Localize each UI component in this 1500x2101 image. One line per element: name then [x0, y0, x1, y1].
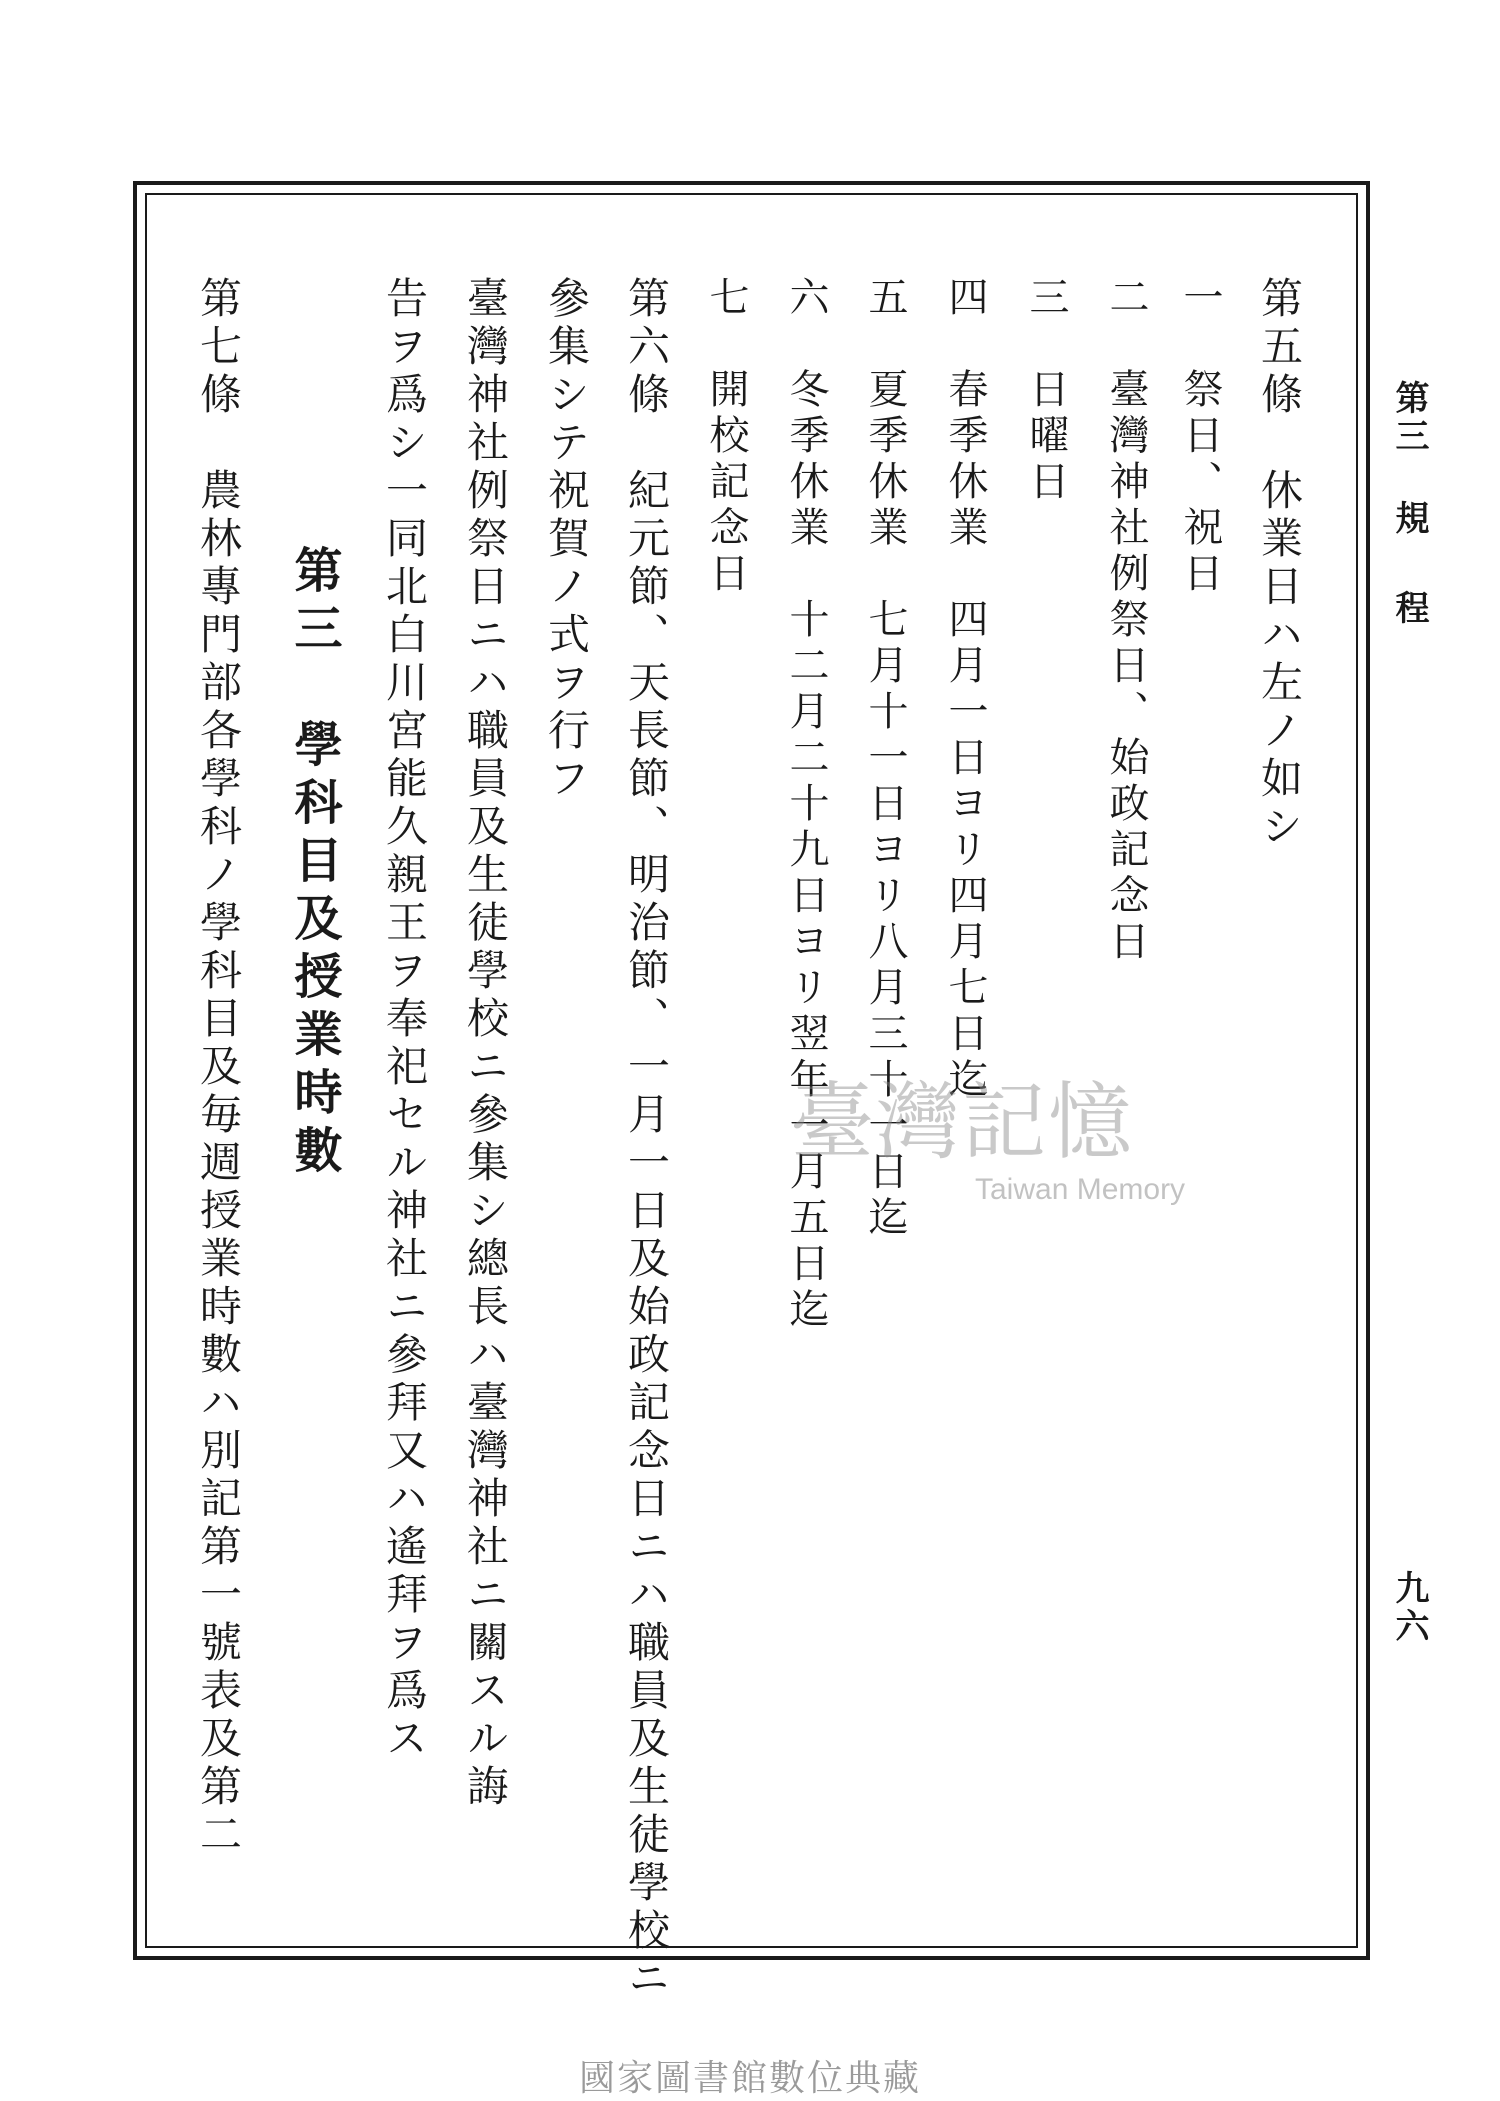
holiday-item-5: 五 夏季休業 七月十一日ヨリ八月三十一日迄: [862, 276, 908, 1242]
section-heading: 第三 學科目及授業時數: [286, 545, 342, 1183]
article-6-line-3: 臺灣神社例祭日ニハ職員及生徒學校ニ參集シ總長ハ臺灣神社ニ關スル誨: [461, 276, 510, 1812]
holiday-item-2: 二 臺灣神社例祭日、始政記念日: [1103, 276, 1149, 966]
running-head-section-tail: 程: [1389, 590, 1429, 628]
watermark-logo-text: 臺灣記憶: [790, 1073, 1135, 1171]
holiday-item-7: 七 開校記念日: [703, 276, 749, 598]
holiday-item-3: 三 日曜日: [1023, 276, 1069, 506]
footer-credit: 國家圖書館數位典藏: [578, 2058, 921, 2099]
holiday-item-6: 六 冬季休業 十二月二十九日ヨリ翌年一月五日迄: [783, 276, 829, 1334]
article-6-line-1: 第六條 紀元節、天長節、明治節、一月一日及始政記念日ニハ職員及生徒學校ニ: [622, 276, 671, 2004]
article-6-line-4: 告ヲ爲シ一同北白川宮能久親王ヲ奉祀セル神社ニ參拜又ハ遙拜ヲ爲ス: [380, 276, 429, 1764]
watermark-latin-text: Taiwan Memory: [975, 1173, 1186, 1206]
article-6-line-2: 參集シテ祝賀ノ式ヲ行フ: [542, 276, 591, 804]
holiday-item-1: 一 祭日、祝日: [1177, 276, 1223, 598]
running-head-section: 第三 規: [1389, 380, 1429, 538]
page-number: 九六: [1389, 1570, 1429, 1646]
article-5-heading: 第五條 休業日ハ左ノ如シ: [1255, 276, 1304, 852]
holiday-item-4: 四 春季休業 四月一日ヨリ四月七日迄: [942, 276, 988, 1104]
article-7-line-1: 第七條 農林專門部各學科ノ學科目及毎週授業時數ハ別記第一號表及第二: [194, 276, 243, 1860]
